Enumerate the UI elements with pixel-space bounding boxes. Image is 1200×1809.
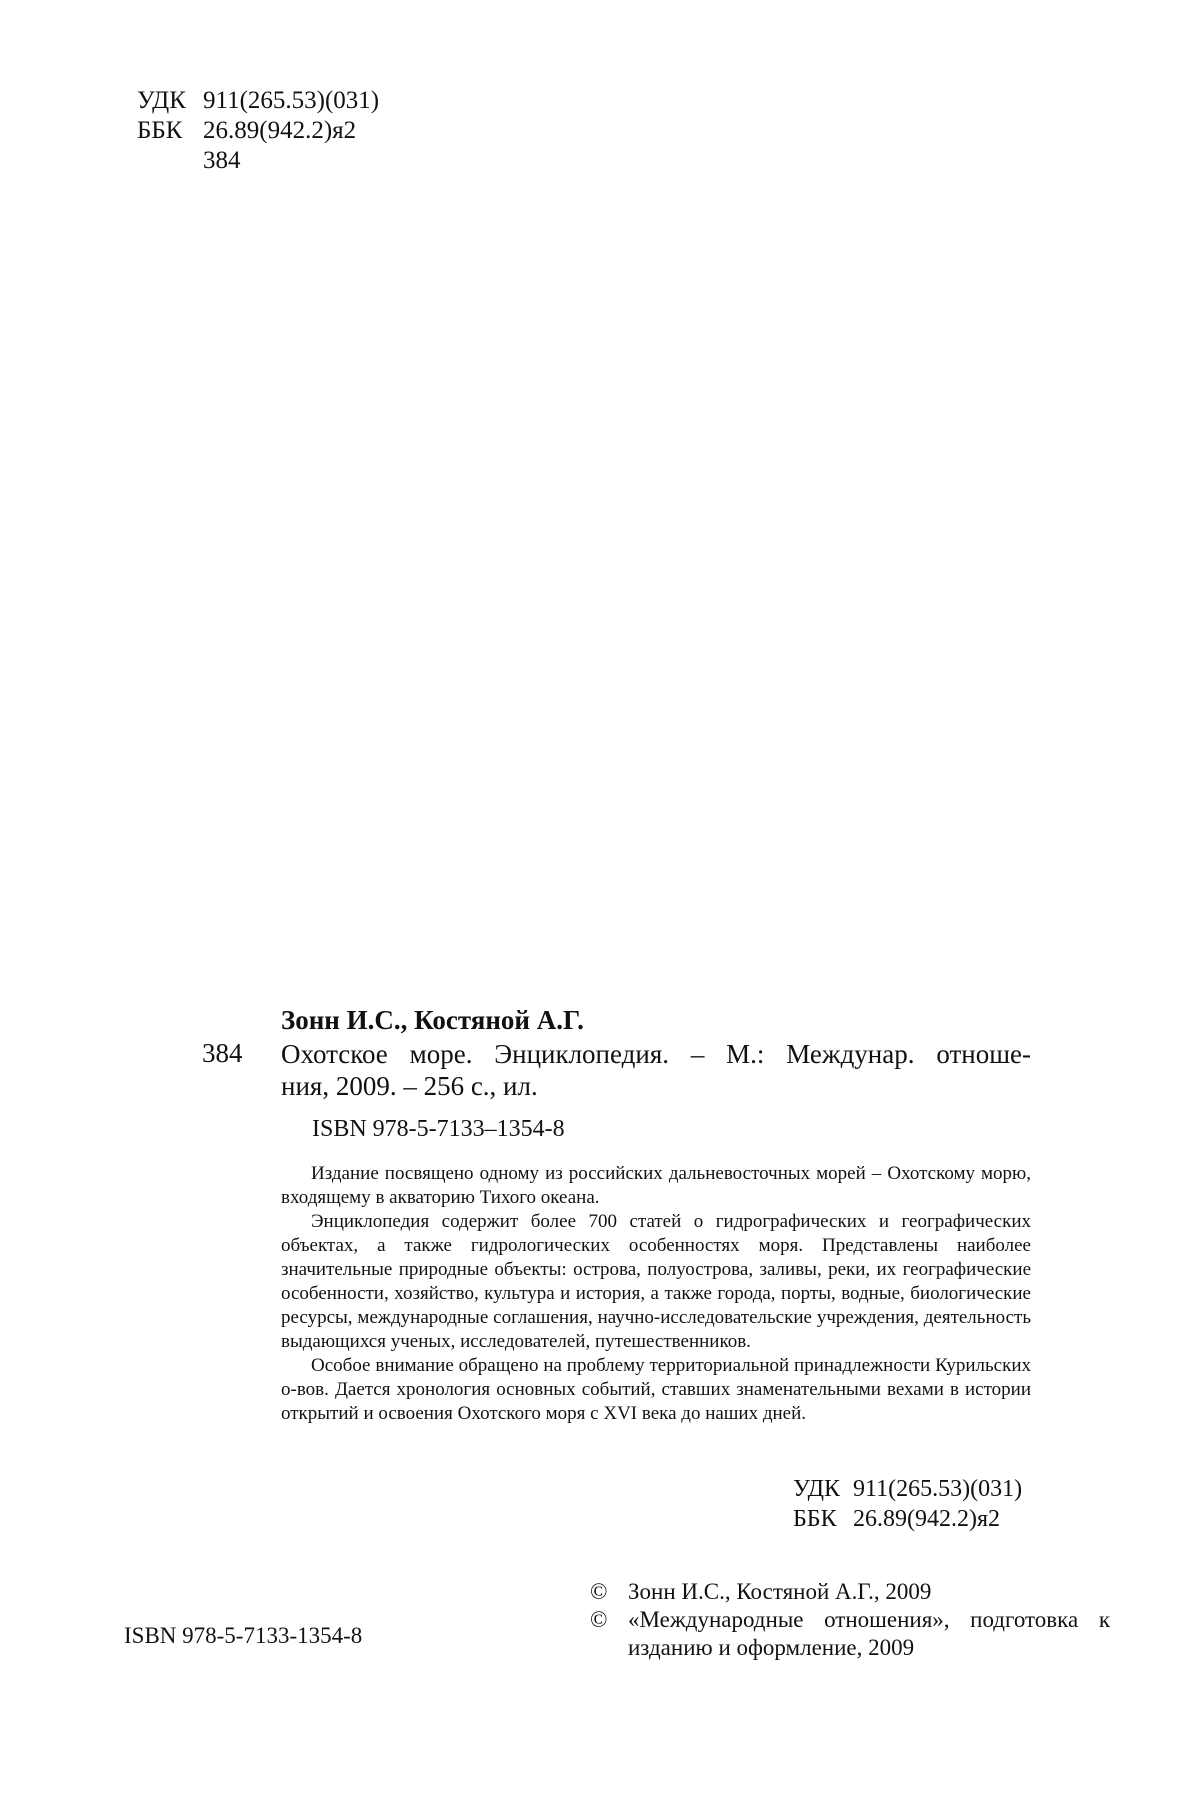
card-title [281,1038,1031,1102]
card-title-line-1: Охотское море. Энциклопедия. – М.: Междунар. отноше- [281,1039,1031,1069]
annotation-paragraph-2: Энциклопедия содержит более 700 статей о гидрографических и географических объектах, а также гидрологических особенностях моря. Представлены наиболее значительные природные объекты: острова, полуострова, заливы, реки, их географические особенности, хозяйство, культура и история, а также города, порты, водные, биологические ресурсы, международные соглашения, научно-исследовательские учреждения, деятельность выдающихся ученых, исследователей, путешественников. [281,1211,1031,1352]
card-title-line-2: ния, 2009. – 256 с., ил. [281,1071,538,1101]
udk-value: 911(265.53)(031) [203,87,380,114]
copyright-line-2 [590,1606,1110,1662]
copyright-text-1: Зонн И.С., Костяной А.Г., 2009 [628,1579,932,1604]
card-author: Зонн И.С., Костяной А.Г. [281,1005,584,1035]
annotation-paragraph-1: Издание посвящено одному из российских дальневосточных морей – Охотскому морю, входящему в акваторию Тихого океана. [281,1163,1031,1208]
annotation [281,1162,1031,1426]
copyright-symbol-icon: © [590,1579,608,1604]
author-code: 384 [203,147,241,174]
bbk-value: 26.89(942.2)я2 [203,117,357,144]
card-bbk-label: ББК [793,1506,837,1532]
copyright-symbol-icon: © [590,1607,608,1632]
card-isbn: ISBN 978-5-7133–1354-8 [312,1116,565,1142]
copyright-block [590,1578,1110,1662]
card-udk-value: 911(265.53)(031) [853,1476,1023,1502]
top-classification [137,86,379,176]
card-author-code: 384 [202,1038,243,1068]
udk-line [137,86,379,116]
bottom-isbn: ISBN 978-5-7133-1354-8 [124,1623,363,1648]
card-classification [793,1474,1022,1534]
bbk-label: ББК [137,117,183,144]
card-bbk-line [793,1504,1022,1534]
annotation-paragraph-3: Особое внимание обращено на проблему территориальной принадлежности Курильских о-вов. Дается хронология основных событий, ставших знаменательными вехами в истории открытий и освоения Охотского моря с XVI века до наших дней. [281,1355,1031,1424]
bbk-line [137,116,379,146]
card-udk-line [793,1474,1022,1504]
copyright-line-1 [590,1578,1110,1606]
card-bbk-value: 26.89(942.2)я2 [853,1506,1001,1532]
card-udk-label: УДК [793,1476,840,1502]
udk-label: УДК [137,87,186,114]
copyright-text-2: «Международные отношения», подготовка к изданию и оформление, 2009 [628,1607,1110,1660]
